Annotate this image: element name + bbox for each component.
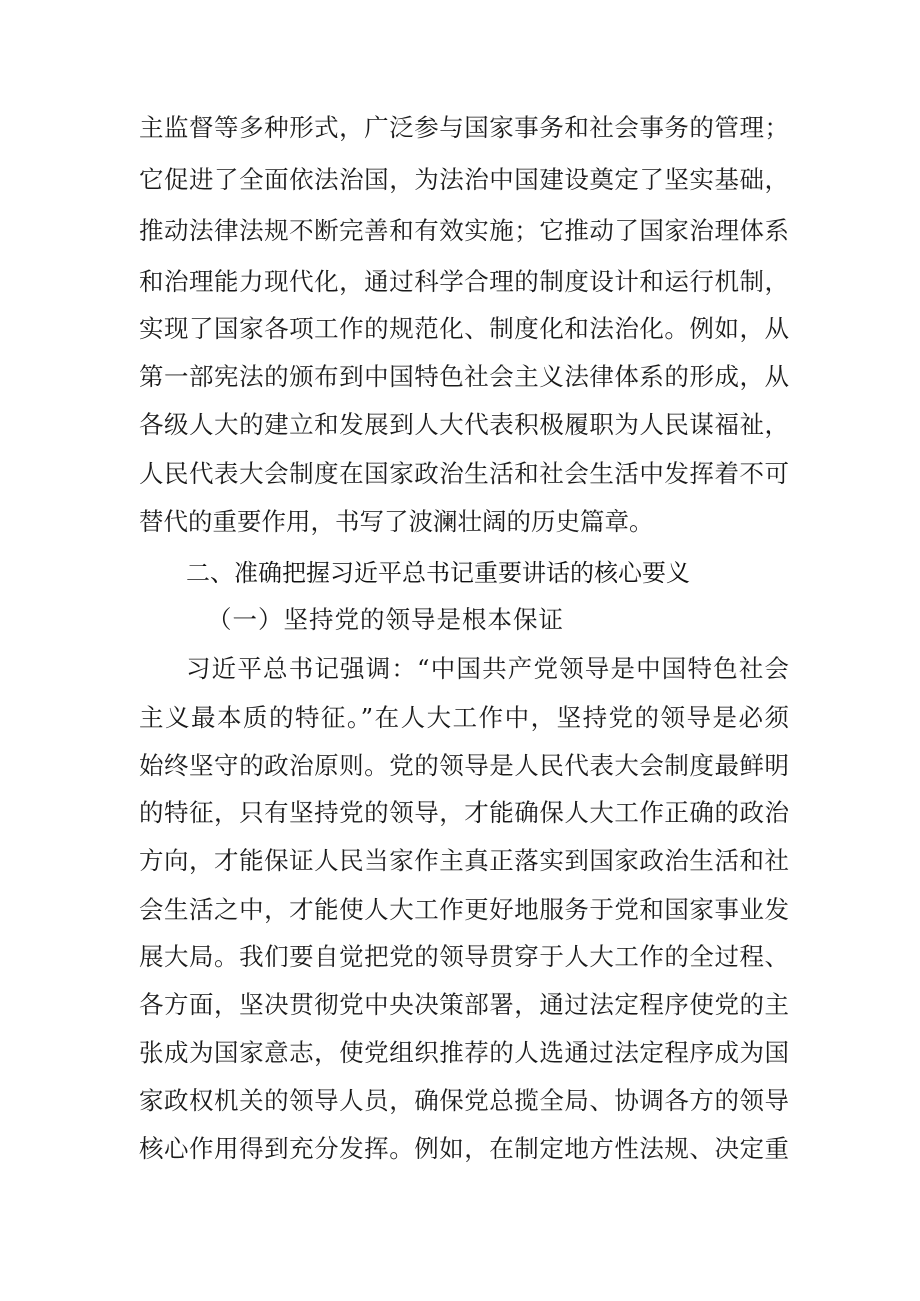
text-line: 会生活之中，才能使人大工作更好地服务于党和国家事业发 [139, 895, 789, 924]
text-line: 的特征，只有坚持党的领导，才能确保人大工作正确的政治 [139, 798, 789, 827]
section-heading: 二、准确把握习近平总书记重要讲话的核心要义 [186, 559, 690, 587]
text-line: 各级人大的建立和发展到人大代表积极履职为人民谋福祉， [139, 410, 789, 439]
text-line: 方向，才能保证人民当家作主真正落实到国家政治生活和社 [139, 846, 789, 875]
text-line: 核心作用得到充分发挥。例如，在制定地方性法规、决定重 [139, 1134, 789, 1163]
text-line: 替代的重要作用，书写了波澜壮阔的历史篇章。 [139, 507, 654, 536]
text-line: 张成为国家意志，使党组织推荐的人选通过法定程序成为国 [139, 1038, 789, 1067]
text-line: 始终坚守的政治原则。党的领导是人民代表大会制度最鲜明 [139, 751, 789, 780]
text-line: 第一部宪法的颁布到中国特色社会主义法律体系的形成，从 [139, 362, 789, 391]
text-line: 习近平总书记强调：“中国共产党领导是中国特色社会 [186, 654, 789, 683]
text-line: 人民代表大会制度在国家政治生活和社会生活中发挥着不可 [139, 459, 789, 488]
text-line: 展大局。我们要自觉把党的领导贯穿于人大工作的全过程、 [139, 942, 789, 971]
text-line: 它促进了全面依法治国，为法治中国建设奠定了坚实基础， [139, 165, 789, 194]
text-line: 主义最本质的特征。”在人大工作中，坚持党的领导是必须 [139, 703, 789, 732]
text-line: 实现了国家各项工作的规范化、制度化和法治化。例如，从 [139, 314, 789, 343]
text-line: 各方面，坚决贯彻党中央决策部署，通过法定程序使党的主 [139, 990, 789, 1019]
text-line: 家政权机关的领导人员，确保党总揽全局、协调各方的领导 [139, 1086, 789, 1115]
text-line: 和治理能力现代化，通过科学合理的制度设计和运行机制， [139, 267, 789, 296]
text-line: 推动法律法规不断完善和有效实施；它推动了国家治理体系 [139, 216, 789, 245]
subsection-heading: （一）坚持党的领导是根本保证 [207, 605, 564, 634]
text-line: 主监督等多种形式，广泛参与国家事务和社会事务的管理； [139, 113, 789, 142]
